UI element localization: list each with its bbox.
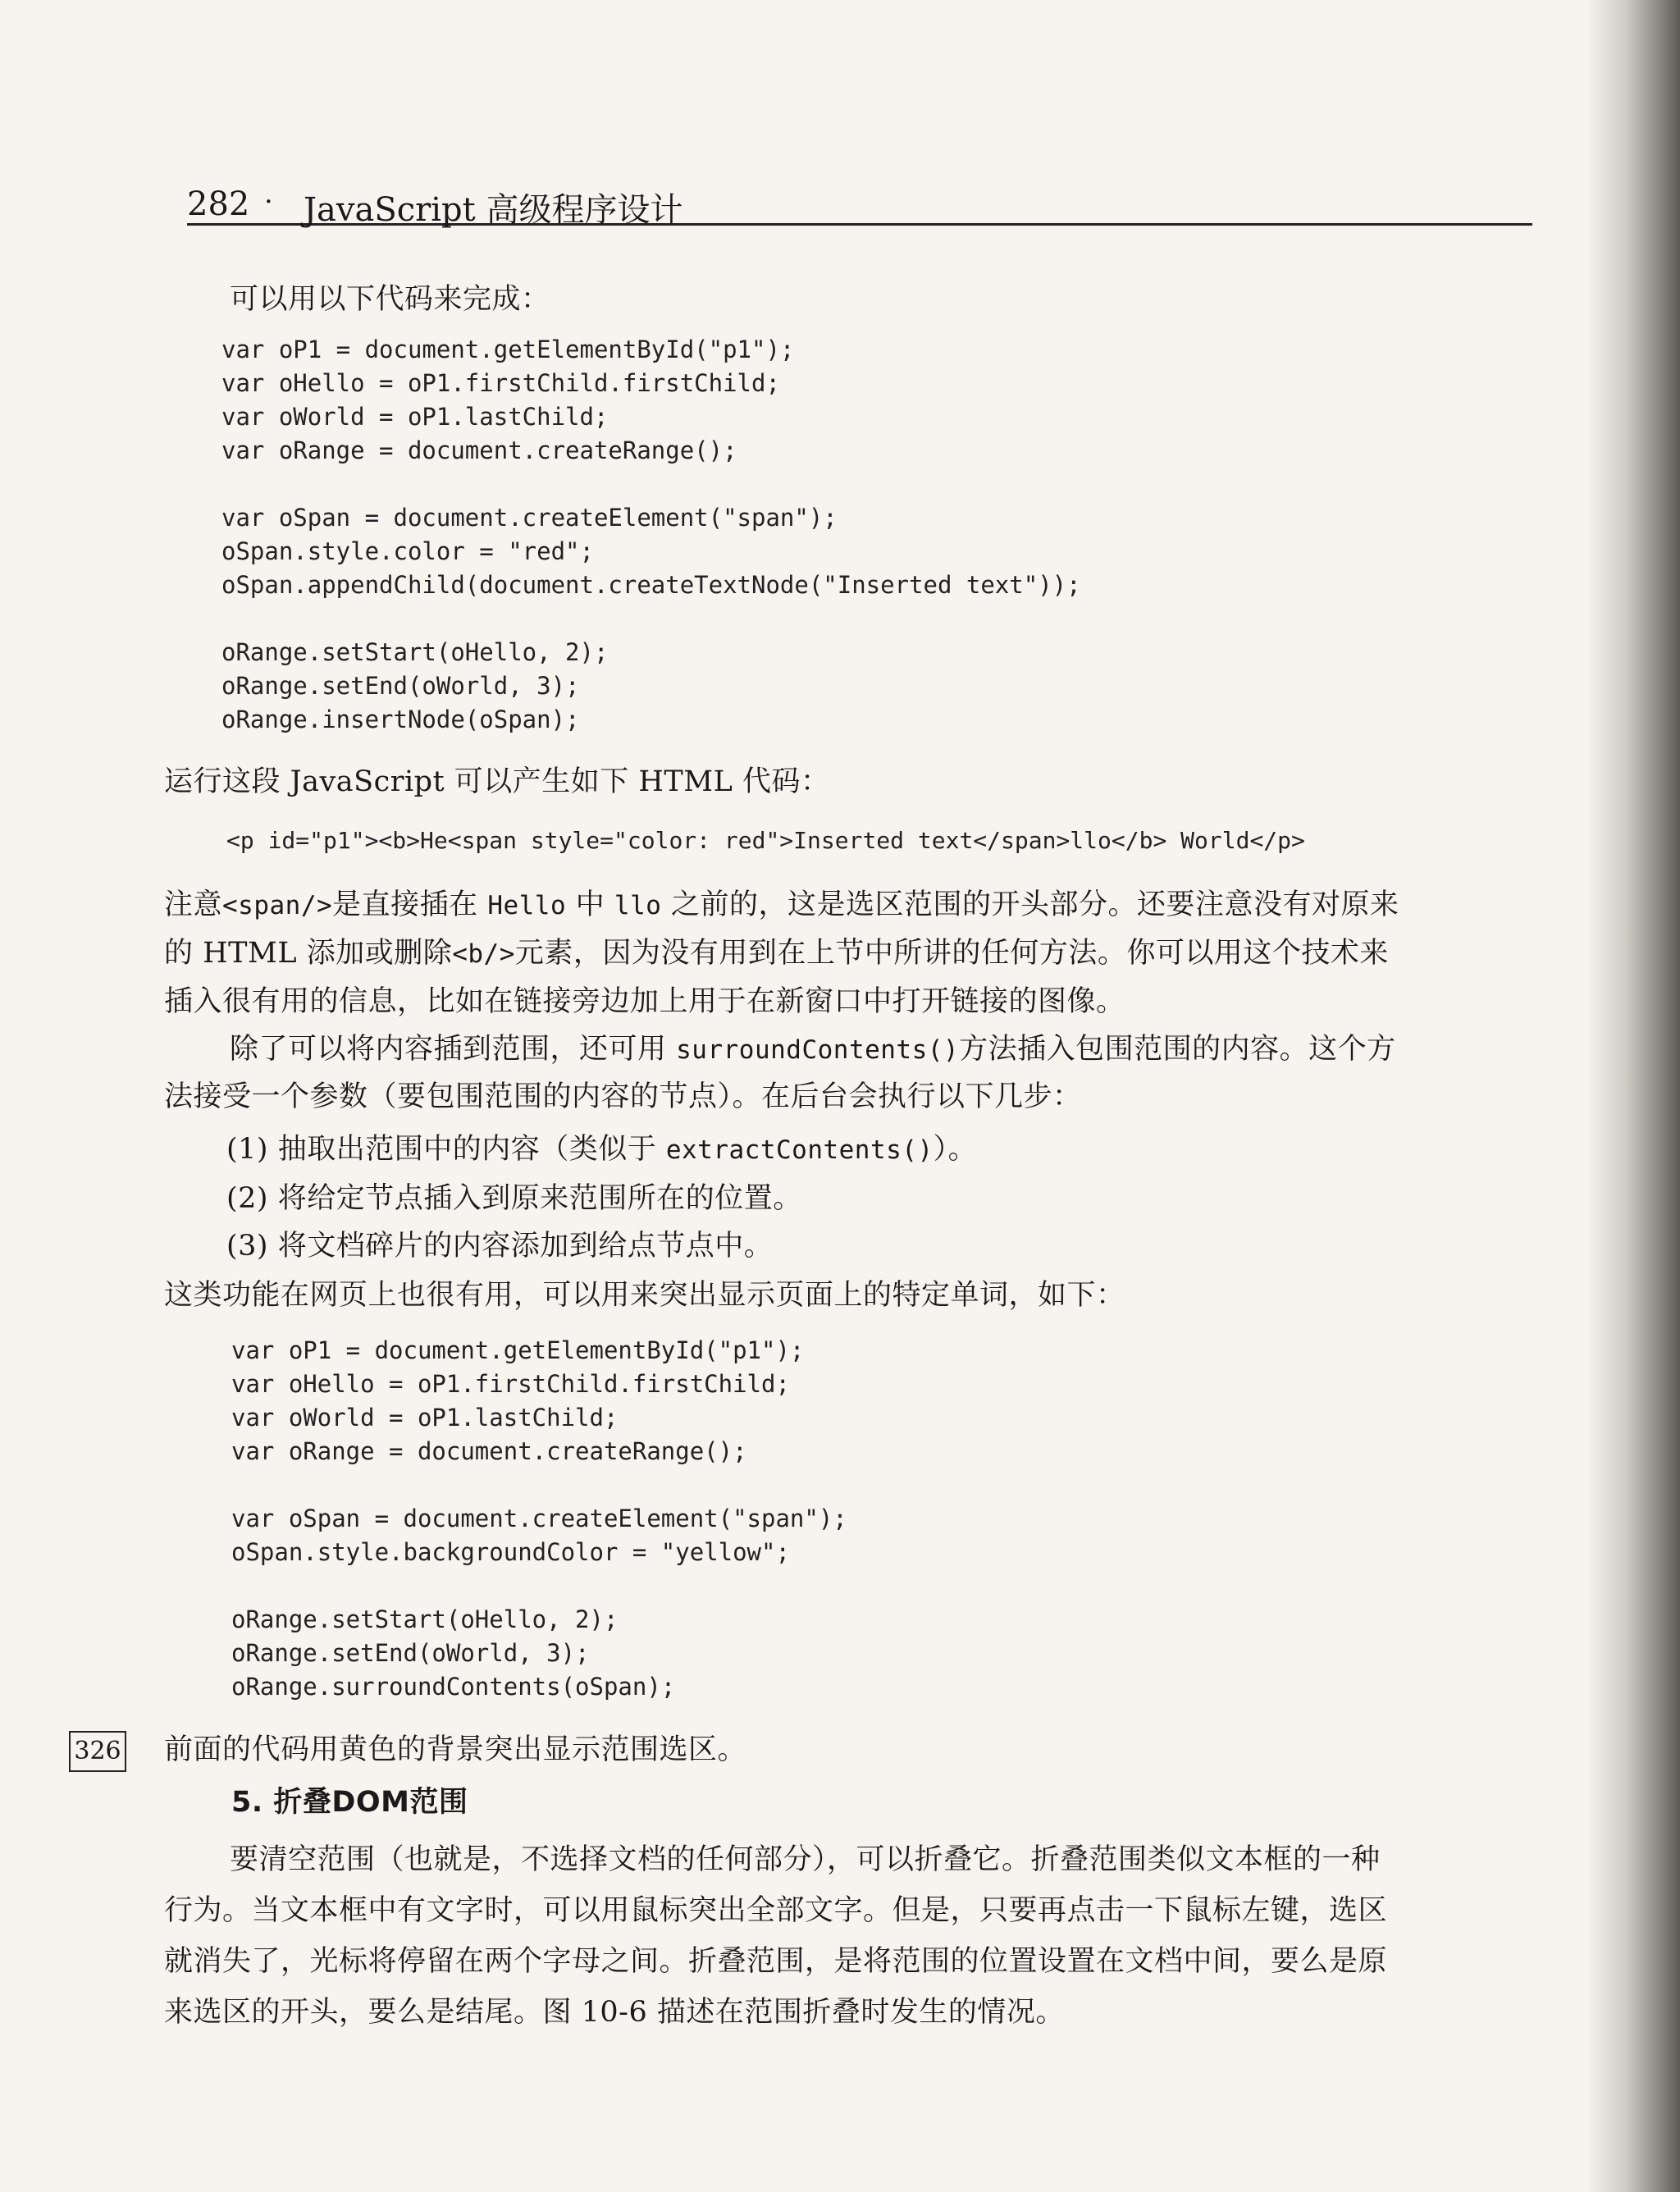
code-line: var oRange = document.createRange(); xyxy=(231,1437,747,1465)
collapse-paragraph-line-3: 就消失了，光标将停留在两个字母之间。折叠范围，是将范围的位置设置在文档中间，要么是原 xyxy=(164,1945,1388,1978)
code-line: oSpan.style.backgroundColor = "yellow"; xyxy=(231,1538,790,1566)
code-line: oRange.insertNode(oSpan); xyxy=(221,706,580,733)
page-number: 282 xyxy=(187,185,250,223)
text-run: 是直接插在 xyxy=(332,888,488,921)
book-title: JavaScript 高级程序设计 xyxy=(304,191,683,229)
code-line: var oSpan = document.createElement("span"); xyxy=(221,504,838,532)
inline-code: extractContents() xyxy=(665,1135,934,1165)
highlight-intro-paragraph: 这类功能在网页上也很有用，可以用来突出显示页面上的特定单词，如下： xyxy=(164,1279,1125,1312)
code-line: var oSpan = document.createElement("span"); xyxy=(231,1505,847,1532)
code-line: var oP1 = document.getElementById("p1"); xyxy=(231,1336,805,1364)
step-3: (3) 将文档碎片的内容添加到给点节点中。 xyxy=(226,1230,774,1263)
explanation-paragraph xyxy=(164,881,1399,1025)
highlight-summary-paragraph: 前面的代码用黄色的背景突出显示范围选区。 xyxy=(164,1733,747,1766)
text-run: 插入很有用的信息，比如在链接旁边加上用于在新窗口中打开链接的图像。 xyxy=(164,985,1125,1018)
margin-page-reference: 326 xyxy=(69,1731,126,1772)
code-line: var oWorld = oP1.lastChild; xyxy=(231,1404,619,1432)
code-line: var oWorld = oP1.lastChild; xyxy=(221,403,609,431)
text-run: 中 xyxy=(566,888,614,921)
code-line: var oRange = document.createRange(); xyxy=(221,436,737,464)
step-2: (2) 将给定节点插入到原来范围所在的位置。 xyxy=(226,1182,802,1215)
surround-contents-paragraph-cont: 法接受一个参数（要包围范围的内容的节点）。在后台会执行以下几步： xyxy=(164,1080,1082,1113)
html-output-code: <p id="p1"><b>He<span style="color: red">Inserted text</span>llo</b> World</p> xyxy=(226,827,1305,854)
code-line: oRange.setStart(oHello, 2); xyxy=(231,1605,619,1633)
code-line: oSpan.appendChild(document.createTextNode("Inserted text")); xyxy=(221,571,1081,599)
surround-contents-paragraph xyxy=(230,1025,1396,1074)
text-run: 的 HTML 添加或删除 xyxy=(164,937,453,970)
section-heading: 5. 折叠DOM范围 xyxy=(231,1786,468,1819)
running-header xyxy=(187,174,1532,229)
book-spine-shadow xyxy=(1590,0,1680,2192)
code-line: var oP1 = document.getElementById("p1"); xyxy=(221,336,795,363)
inline-code: <b/> xyxy=(452,939,515,969)
inline-code: llo xyxy=(614,891,662,920)
code-line: oSpan.style.color = "red"; xyxy=(221,537,594,565)
text-run: 之前的，这是选区范围的开头部分。还要注意没有对原来 xyxy=(661,888,1399,921)
code-line: var oHello = oP1.firstChild.firstChild; xyxy=(221,369,780,397)
text-run: 注意 xyxy=(164,888,223,921)
text-run: 方法插入包围范围的内容。这个方 xyxy=(959,1033,1396,1066)
code-line: oRange.setStart(oHello, 2); xyxy=(221,638,609,666)
code-block-insert-node xyxy=(221,333,1081,737)
step-1 xyxy=(226,1126,977,1174)
collapse-paragraph-line-1: 要清空范围（也就是，不选择文档的任何部分），可以折叠它。折叠范围类似文本框的一种 xyxy=(230,1843,1381,1876)
code-line: oRange.setEnd(oWorld, 3); xyxy=(231,1639,590,1667)
intro-paragraph: 可以用以下代码来完成： xyxy=(230,283,550,316)
text-run: 元素，因为没有用到在上节中所讲的任何方法。你可以用这个技术来 xyxy=(514,937,1389,970)
result-intro-paragraph: 运行这段 JavaScript 可以产生如下 HTML 代码： xyxy=(164,765,830,798)
inline-code: surroundContents() xyxy=(676,1035,960,1065)
inline-code: Hello xyxy=(487,891,567,920)
code-line: oRange.setEnd(oWorld, 3); xyxy=(221,672,580,700)
collapse-paragraph-line-4: 来选区的开头，要么是结尾。图 10-6 描述在范围折叠时发生的情况。 xyxy=(164,1996,1065,2029)
code-block-surround-contents xyxy=(231,1334,847,1704)
collapse-paragraph-line-2: 行为。当文本框中有文字时，可以用鼠标突出全部文字。但是，只要再点击一下鼠标左键，选区 xyxy=(164,1894,1388,1927)
code-line: oRange.surroundContents(oSpan); xyxy=(231,1673,676,1701)
text-run: 除了可以将内容插到范围，还可用 xyxy=(230,1033,677,1066)
text-run: (1) 抽取出范围中的内容（类似于 xyxy=(226,1133,666,1166)
text-run: ）。 xyxy=(933,1133,978,1166)
inline-code: <span/> xyxy=(222,891,333,920)
header-separator: · xyxy=(264,185,273,218)
code-line: var oHello = oP1.firstChild.firstChild; xyxy=(231,1370,790,1398)
